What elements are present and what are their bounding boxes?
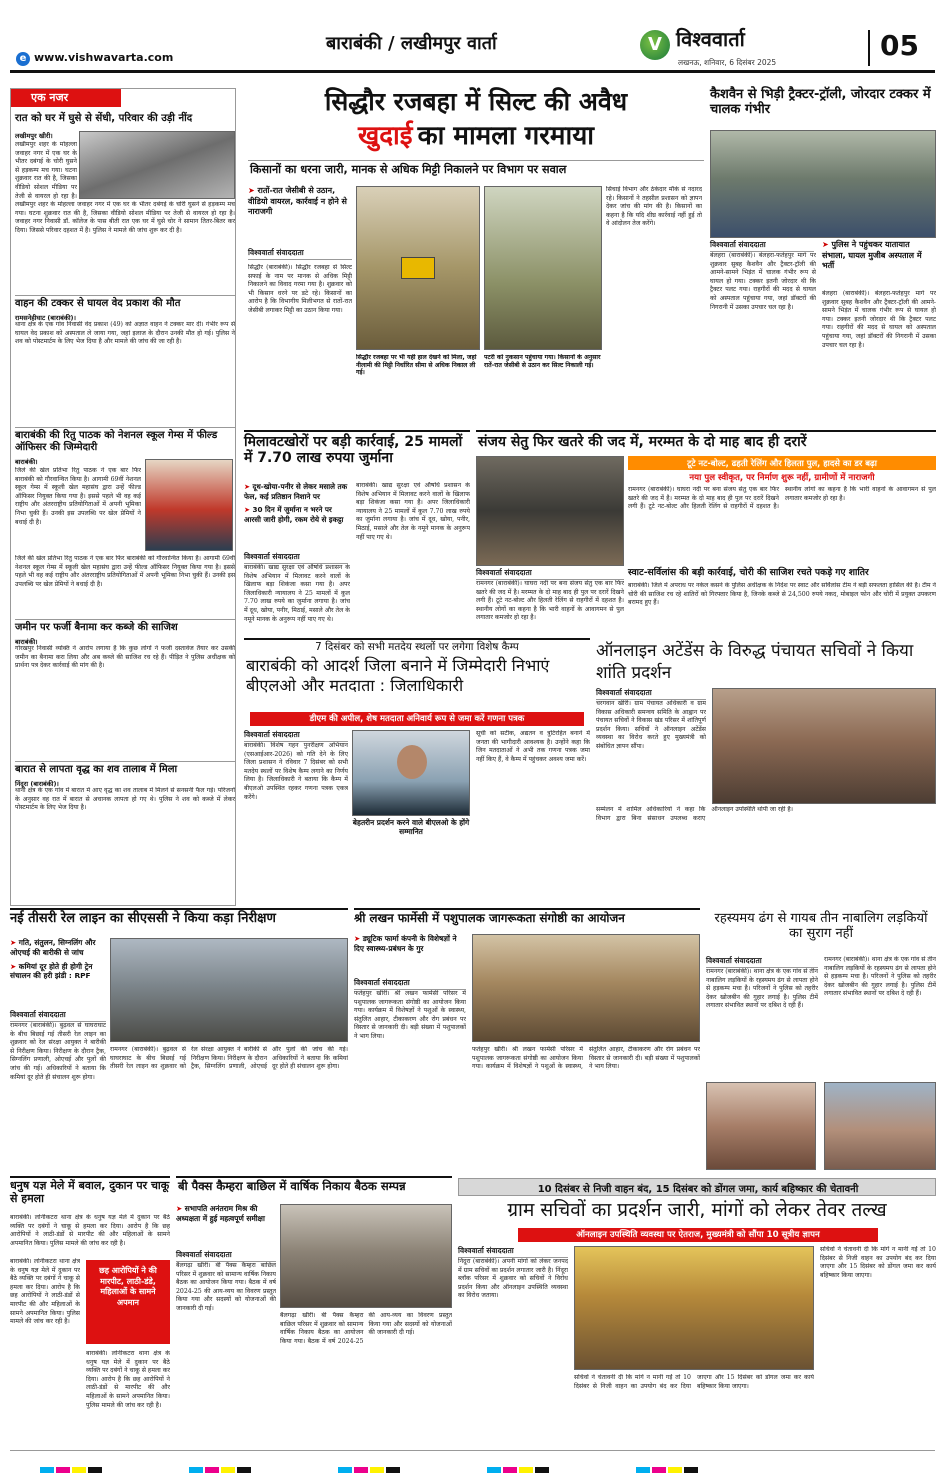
bpacs-photo: [280, 1204, 452, 1308]
girls-title: रहस्यमय ढंग से गायब तीन नाबालिग लड़कियों का सुराग नहीं: [714, 911, 928, 941]
color-registration-bar: [40, 1458, 920, 1466]
camp-body-2: सूची को सटीक, अद्यतन व त्रुटिरहित बनाने में जनता की भागीदारी आवश्यक है। उन्होंने कहा कि जिन मतदाताओं ने अभी तक गणना पत्रक जमा नहीं किए हैं, वे कैम्प में पहुंचकर अवश्य जमा करें।: [476, 730, 590, 763]
lead-title-rest: का मामला गरमाया: [417, 121, 595, 151]
lead-bullet: ➤ रातों-रात जेसीबी से उठान, वीडियो वायरल, कार्रवाई न होने से नाराजगी: [248, 186, 352, 218]
ek-nazar-tag: एक नजर: [11, 89, 121, 107]
gram-photo: [574, 1246, 814, 1370]
tractor-body: बेलहरा (बाराबंकी)। बेलहरा-फतेहपुर मार्ग पर शुक्रवार सुबह कैशवैन और ट्रैक्टर-ट्रॉली की आमने-सामने भिड़ंत में चालक गंभीर रूप से घायल हो गया। टक्कर इतनी जोरदार थी कि ट्रैक्टर पलट गया। राहगीरों की मदद से घायल को अस्पताल पहुंचाया गया, जहां डॉक्टरों की निगरानी में उसका उपचार चल रहा है।: [710, 252, 816, 311]
lead-story: [244, 88, 706, 428]
pashu-body: फतेहपुर खीरी। श्री लखन फार्मेसी परिसर में पशुपालक जागरूकता संगोष्ठी का आयोजन किया गया। कार्यक्रम में विशेषज्ञों ने पशुओं के स्वास्थ्य, संतुलित आहार, टीकाकरण और रोग प्रबंधन पर विस्तार से जानकारी दी। बड़ी संख्या में पशुपालकों ने भाग लिया।: [354, 990, 466, 1040]
camp-byline: विश्ववार्ता संवाददाता: [244, 730, 348, 742]
lead-photo-excavator: [356, 186, 480, 350]
girls-byline: विश्ववार्ता संवाददाता: [706, 956, 818, 968]
pashu-title: श्री लखन फार्मेसी में पशुपालक जागरूकता संगोष्ठी का आयोजन: [354, 911, 625, 925]
rail-top-rule: [10, 908, 348, 910]
nazar-3-body: जिले की खेल प्रतिभा रितु पाठक ने एक बार फिर बाराबंकी को गौरवान्वित किया है। आगामी 69वीं नेशनल स्कूल गेम्स में स्कूली खेल महासंघ द्वारा उन्हें फील्ड ऑफिसर नियुक्त किया गया है। इससे पहले भी वह कई राष्ट्रीय और अंतरराष्ट्रीय प्रतियोगिताओं में अपनी भूमिका निभा चुकी हैं। उनकी इस उपलब्धि पर खेल प्रेमियों ने बधाई दी है।: [15, 467, 141, 526]
lead-byline: [248, 248, 352, 262]
bpacs-top-rule: [176, 1176, 452, 1178]
tractor-photo: [710, 130, 936, 238]
setu-sub2: नया पुल स्वीकृत, पर निर्माण शुरू नहीं, ग्रामीणों में नाराजगी: [689, 473, 875, 483]
lead-bullet-box: [248, 186, 352, 242]
lead-photo-canal: [484, 186, 602, 350]
nazar-1-photo: [79, 131, 235, 199]
nazar-2-title: वाहन की टक्कर से घायल वेद प्रकाश की मौत: [15, 295, 235, 310]
ek-nazar-column: [10, 88, 236, 906]
setu-body-top: रामनगर (बाराबंकी)। घाघरा नदी पर बना संजय सेतु एक बार फिर खतरे की जद में है। मरम्मत के दो माह बाद ही पुल पर दरारें दिखने लगी हैं। टूटे नट-बोल्ट और हिलती रेलिंग से राहगीरों में दहशत है। स्थानीय लोगों का कहना है कि भारी वाहनों के आवागमन से पुल लगातार कमजोर हो रहा है।: [628, 486, 936, 511]
girls-body: रामनगर (बाराबंकी)। थाना क्षेत्र के एक गांव से तीन नाबालिग लड़कियों के रहस्यमय ढंग से लापता होने से हड़कम्प मचा है। परिजनों ने पुलिस को तहरीर देकर खोजबीन की गुहार लगाई है। पुलिस टीमें लगातार संभावित स्थानों पर दबिश दे रही हैं।: [706, 968, 818, 1010]
camp-title: बाराबंकी को आदर्श जिला बनाने में जिम्मेदारी निभाएं बीएलओ और मतदाता : जिलाधिकारी: [246, 656, 550, 696]
pashu-bullet: ➤ ड्यूटिक फार्मा कंपनी के विशेषज्ञों ने दिए स्वास्थ्य-प्रबंधन के गुर: [354, 934, 466, 954]
pashu-body-2: फतेहपुर खीरी। श्री लखन फार्मेसी परिसर में पशुपालक जागरूकता संगोष्ठी का आयोजन किया गया। कार्यक्रम में विशेषज्ञों ने पशुओं के स्वास्थ्य, संतुलित आहार, टीकाकरण और रोग प्रबंधन पर विस्तार से जानकारी दी। बड़ी संख्या में पशुपालकों ने भाग लिया।: [472, 1046, 700, 1071]
camp-caption: बेहतरीन प्रदर्शन करने वाले बीएलओ के होंगे सम्मानित: [352, 818, 470, 836]
masthead-rule: [10, 70, 935, 73]
pashu-byline: विश्ववार्ता संवाददाता: [354, 978, 466, 990]
smart-box: [628, 568, 936, 636]
dhanush-story: [10, 1178, 170, 1446]
girls-story: [706, 910, 936, 1172]
milawat-bullet-2: ➤ 30 दिन में जुर्माना न भरने पर आरसी जारी होगी, रकम रोये से इकट्ठा: [244, 505, 348, 524]
rail-story: [10, 910, 348, 1172]
gram-body-2: सचिवों ने चेतावनी दी कि मांगें न मानी गईं तो 10 दिसंबर से निजी वाहन का उपयोग बंद कर दिया जाएगा और 15 दिसंबर को डोंगल जमा कर कार्य बहिष्कार किया जाएगा।: [574, 1374, 814, 1390]
rail-bullets: [10, 938, 106, 981]
online-title: ऑनलाइन अटेंडेंस के विरुद्ध पंचायत सचिवों ने किया शांति प्रदर्शन: [596, 641, 914, 684]
milawat-bullets: [244, 482, 348, 524]
girls-photo-2: [824, 1082, 936, 1170]
brand-logo-icon: V: [640, 30, 670, 60]
rail-title: नई तीसरी रेल लाइन का सीएससी ने किया कड़ा निरीक्षण: [10, 911, 276, 926]
footer-rule: [10, 1450, 935, 1451]
nazar-5-body: थाना क्षेत्र के एक गांव में बारात में आए वृद्ध का शव तालाब में मिलने से सनसनी फैल गई। परिजनों के अनुसार वह रात में बारात से अचानक लापता हो गए थे। पुलिस ने शव को कब्जे में लेकर पोस्टमार्टम के लिए भेज दिया है।: [15, 787, 235, 812]
lead-subtitle-rule: [248, 160, 704, 161]
nazar-3-dateline: बाराबंकी।: [15, 458, 38, 466]
lead-body: सिद्धौर (बाराबंकी)। सिद्धौर रजबहा से सिल्ट सफाई के नाम पर मानक से अधिक मिट्टी निकालने का विवाद गरमा गया है। शुक्रवार को भी किसान धरने पर डटे रहे। किसानों का आरोप है कि विभागीय मिलीभगत से रातों-रात जेसीबी लगाकर मिट्टी का उठान किया गया।: [248, 264, 352, 314]
tractor-bullet: ➤ पुलिस ने पहुंचकर यातायात संभाला, घायल मुजीब अस्पताल में भर्ती: [822, 240, 936, 272]
excavator-icon: [401, 257, 435, 279]
section-title: बाराबंकी / लखीमपुर वार्ता: [326, 33, 497, 54]
pashu-photo: [472, 934, 700, 1042]
nazar-1-dateline: लखीमपुर खीरी।: [15, 132, 53, 140]
lead-title-line2: [248, 122, 704, 152]
nazar-2-dateline: रामसनेहीघाट (बाराबंकी)।: [15, 314, 76, 322]
dhanush-pull-box: [86, 1260, 170, 1344]
online-body-2: सम्मेलन में शामिल अधिकारियों ने कहा कि विभाग द्वारा बिना संसाधन उपलब्ध कराए ऑनलाइन उपस्थिति थोपी जा रही है।: [596, 806, 793, 822]
setu-body: रामनगर (बाराबंकी)। घाघरा नदी पर बना संजय सेतु एक बार फिर खतरे की जद में है। मरम्मत के दो माह बाद ही पुल पर दरारें दिखने लगी हैं। टूटे नट-बोल्ट और हिलती रेलिंग से राहगीरों में दहशत है। स्थानीय लोगों का कहना है कि भारी वाहनों के आवागमन से पुल लगातार कमजोर हो रहा है।: [476, 580, 624, 622]
rail-byline: विश्ववार्ता संवाददाता: [10, 1010, 106, 1022]
gram-body: निंदूरा (बाराबंकी)। अपनी मांगों को लेकर जनपद में ग्राम सचिवों का प्रदर्शन लगातार जारी है। निंदूरा ब्लॉक परिसर में शुक्रवार को सचिवों ने विरोध प्रदर्शन किया और ऑनलाइन उपस्थिति व्यवस्था का विरोध जताया।: [458, 1258, 568, 1300]
lead-photo-caption-2: पटरी को नुकसान पहुंचाया गया। किसानों के अनुसार रातें-रात जेसीबी से उठान कर सिल्ट निकाली गई।: [484, 354, 601, 369]
tractor-byline: विश्ववार्ता संवाददाता: [710, 240, 814, 252]
setu-title: संजय सेतु फिर खतरे की जद में, मरम्मत के दो माह बाद ही दरारें: [478, 434, 807, 450]
bpacs-body: बैलगढ़ा खीरी। बी पैक्स कैम्हरा बाछिल परिसर में शुक्रवार को सामान्य वार्षिक निकाय बैठक का आयोजन किया गया। बैठक में वर्ष 2024-25 की आय-व्यय का विवरण प्रस्तुत किया गया और सदस्यों को योजनाओं की जानकारी दी गई।: [176, 1262, 276, 1312]
pashu-story: [354, 910, 700, 1172]
lead-body-2: सिंचाई विभाग और ठेकेदार मौके से नदारद रहे। किसानों ने तहसील प्रशासन को ज्ञापन देकर जांच की मांग की है। किसानों का कहना है कि यदि शीघ्र कार्रवाई नहीं हुई तो वे आंदोलन तेज करेंगे।: [606, 186, 702, 228]
rail-bullet-2: ➤ कमियां दूर होते ही होगी ट्रेन संचालन की हरी झंडी : RPF: [10, 962, 106, 982]
dm-avatar: [397, 745, 427, 779]
nazar-4-title: जमीन पर फर्जी बैनामा कर कब्जे की साजिश: [15, 619, 235, 634]
page-divider: [868, 30, 870, 66]
brand-name: विश्ववार्ता: [676, 27, 745, 51]
lead-title-line1: सिद्धौर रजबहा में सिल्ट की अवैध: [324, 87, 628, 116]
gram-kicker: 10 दिसंबर से निजी वाहन बंद, 15 दिसंबर को डोंगल जमा, कार्य बहिष्कार की चेतावनी: [537, 1184, 859, 1195]
lead-photo-caption-1: सिद्धौर रजबहा पर भी यही हाल देखने को मिला, जहां नीलामी की मिट्टी निर्धारित सीमा से अधिक निकाल ली गई।: [356, 354, 477, 377]
camp-top-rule: [244, 638, 590, 640]
bpacs-body-2: बैलगढ़ा खीरी। बी पैक्स कैम्हरा बाछिल परिसर में शुक्रवार को सामान्य वार्षिक निकाय बैठक का आयोजन किया गया। बैठक में वर्ष 2024-25 की आय-व्यय का विवरण प्रस्तुत किया गया और सदस्यों को योजनाओं की जानकारी दी गई।: [280, 1312, 452, 1345]
nazar-1-body-2: लखीमपुर शहर के मोहल्ला जवाहर नगर में एक घर के भीतर दबंगई के चोरी घुसने से हड़कम्प मच गया। घटना शुक्रवार रात की है, जिसका वीडियो सोशल मीडिया पर तेजी से वायरल हो रहा है। जवाहर नगर निवासी डॉ. कॉलेज के पास बीती रात एक घर में घुसे चोर ने सामान तितर-बितर कर दिया। जिससे परिवार दहशत में है। पुलिस ने मामले की जांच शुरू कर दी है।: [15, 201, 235, 234]
pashu-top-rule: [354, 908, 700, 910]
bpacs-byline: विश्ववार्ता संवाददाता: [176, 1250, 276, 1262]
setu-band: टूटे नट-बोल्ट, ढहती रेलिंग और हिलता पुल, हादसे का डर बढ़ा: [628, 456, 936, 470]
online-byline: विश्ववार्ता संवाददाता: [596, 688, 706, 700]
nazar-3-body-2: जिले की खेल प्रतिभा रितु पाठक ने एक बार फिर बाराबंकी को गौरवान्वित किया है। आगामी 69वीं नेशनल स्कूल गेम्स में स्कूली खेल महासंघ द्वारा उन्हें फील्ड ऑफिसर नियुक्त किया गया है। इससे पहले भी वह कई राष्ट्रीय और अंतरराष्ट्रीय प्रतियोगिताओं में अपनी भूमिका निभा चुकी हैं। उनकी इस उपलब्धि पर खेल प्रेमियों ने बधाई दी है।: [15, 555, 235, 588]
milawat-body: बाराबंकी। खाद्य सुरक्षा एवं औषधि प्रशासन के विशेष अभियान में मिलावट करने वालों के खिलाफ बड़ा शिकंजा कसा गया है। अपर जिलाधिकारी न्यायालय ने 25 मामलों में कुल 7.70 लाख रुपये का जुर्माना लगाया है। जांच में दूध, खोया, पनीर, मिठाई, मसाले और तेल के नमूने मानक के अनुरूप नहीं पाए गए थे।: [244, 564, 350, 623]
gram-kicker-box: [458, 1178, 936, 1196]
girls-body-2: रामनगर (बाराबंकी)। थाना क्षेत्र के एक गांव से तीन नाबालिग लड़कियों के रहस्यमय ढंग से लापता होने से हड़कम्प मचा है। परिजनों ने पुलिस को तहरीर देकर खोजबीन की गुहार लगाई है। पुलिस टीमें लगातार संभावित स्थानों पर दबिश दे रही हैं।: [824, 956, 936, 998]
site-url: www.vishwavarta.com: [34, 51, 174, 64]
gram-body-3: सचिवों ने चेतावनी दी कि मांगें न मानी गईं तो 10 दिसंबर से निजी वाहन का उपयोग बंद कर दिया जाएगा और 15 दिसंबर को डोंगल जमा कर कार्य बहिष्कार किया जाएगा।: [820, 1246, 936, 1279]
camp-body: बाराबंकी। विशेष गहन पुनरीक्षण अभियान (एसआईआर-2026) को गति देने के लिए जिला प्रशासन ने रविवार 7 दिसंबर को सभी मतदेय स्थलों पर विशेष कैम्प लगाने का निर्णय लिया है। जिलाधिकारी ने बताया कि कैम्प में बीएलओ उपस्थित रहकर गणना पत्रक एकत्र करेंगे।: [244, 742, 348, 801]
online-photo: [712, 688, 936, 804]
nazar-5-title: बारात से लापता वृद्ध का शव तालाब में मिला: [15, 761, 235, 776]
page-number: 05: [880, 29, 919, 62]
dhanush-body-3: बाराबंकी। लोनीकटरा थाना क्षेत्र के धनुष यज्ञ मेले में दुकान पर बैठे व्यक्ति पर दबंगों ने चाकू से हमला कर दिया। आरोप है कि छह आरोपियों ने लाठी-डंडों से मारपीट की और महिलाओं के सामने अपमानित किया। पुलिस मामले की जांच कर रही है।: [86, 1350, 170, 1409]
dhanush-title: धनुष यज्ञ मेले में बवाल, दुकान पर चाकू से हमला: [10, 1179, 170, 1205]
setu-story: [476, 434, 936, 636]
rail-body-2: रामनगर (बाराबंकी)। बुढ़वल से घाघराघाट के बीच बिछाई गई तीसरी रेल लाइन का शुक्रवार को रेल संरक्षा आयुक्त ने बारीकी से निरीक्षण किया। निरीक्षण के दौरान ट्रैक, सिग्नलिंग प्रणाली, ओएचई और पुलों की जांच की गई। अधिकारियों ने बताया कि कमियां दूर होते ही संचालन शुरू होगा।: [110, 1046, 348, 1071]
gram-band: ऑनलाइन उपस्थिति व्यवस्था पर ऐतराज, मुख्यमंत्री को सौंपा 10 सूत्रीय ज्ञापन: [518, 1228, 878, 1242]
dhanush-pull: छह आरोपियों ने की मारपीट, लाठी-डंडे, महिलाओं के सामने अपमान: [99, 1266, 157, 1307]
nazar-4-body: गोरखपुर निवासी व्यक्ति ने आरोप लगाया है कि कुछ लोगों ने फर्जी दस्तावेज तैयार कर उसकी जमीन का बैनामा करा लिया और अब कब्जे की साजिश रच रहे हैं। पीड़ित ने पुलिस अधीक्षक को प्रार्थना पत्र देकर कार्रवाई की मांग की है।: [15, 645, 235, 670]
rail-body: रामनगर (बाराबंकी)। बुढ़वल से घाघराघाट के बीच बिछाई गई तीसरी रेल लाइन का शुक्रवार को रेल संरक्षा आयुक्त ने बारीकी से निरीक्षण किया। निरीक्षण के दौरान ट्रैक, सिग्नलिंग प्रणाली, ओएचई और पुलों की जांच की गई। अधिकारियों ने बताया कि कमियां दूर होते ही संचालन शुरू होगा।: [10, 1022, 106, 1081]
milawat-top-rule: [244, 430, 470, 432]
setu-photo: [476, 456, 624, 566]
tractor-title: कैशवैन से भिड़ी ट्रैक्टर-ट्रॉली, जोरदार टक्कर में चालक गंभीर: [710, 87, 931, 117]
masthead: [0, 0, 945, 72]
camp-kicker: 7 दिसंबर को सभी मतदेय स्थलों पर लगेगा विशेष कैम्प: [315, 641, 519, 653]
gram-title: ग्राम सचिवों का प्रदर्शन जारी, मांगों को लेकर तेवर तल्ख: [507, 1199, 887, 1221]
girls-photo-1: [706, 1082, 816, 1170]
smart-body: बाराबंकी। जिले में अपराध पर नकेल कसने के पुलिस अधीक्षक के निर्देश पर स्वाट और सर्विलांस टीम ने बड़ी सफलता हासिल की है। टीम ने चोरी की साजिश रच रहे शातिरों को गिरफ्तार किया है, जिनके कब्जे से 24,500 रुपये नकद, मोबाइल फोन और चोरी में प्रयुक्त उपकरण बरामद हुए हैं।: [628, 582, 936, 607]
tractor-bullet-box: [822, 240, 936, 272]
lead-byline-text: विश्ववार्ता संवाददाता: [248, 248, 352, 260]
nazar-3-title: बाराबंकी की रितु पाठक को नेशनल स्कूल गेम्स में फील्ड ऑफिसर की जिम्मेदारी: [15, 427, 235, 453]
dhanush-body: बाराबंकी। लोनीकटरा थाना क्षेत्र के धनुष यज्ञ मेले में दुकान पर बैठे व्यक्ति पर दबंगों ने चाकू से हमला कर दिया। आरोप है कि छह आरोपियों ने लाठी-डंडों से मारपीट की और महिलाओं के सामने अपमानित किया। पुलिस मामले की जांच कर रही है।: [10, 1214, 170, 1247]
bpacs-story: [176, 1178, 452, 1446]
gram-story: [458, 1178, 936, 1446]
pashu-bullet-box: [354, 934, 466, 954]
bpacs-title: बी पैक्स कैम्हरा बाछिल में वार्षिक निकाय बैठक सम्पन्न: [178, 1179, 406, 1193]
setu-byline: विश्ववार्ता संवाददाता: [476, 568, 624, 580]
nazar-1-title: रात को घर में घुसे से सेंधी, परिवार की उड़ी नींद: [15, 113, 193, 124]
lead-title-highlight: खुदाई: [357, 121, 413, 151]
rail-bullet-1: ➤ गति, संतुलन, सिग्नलिंग और ओएचई की बारीकी से जांच: [10, 938, 106, 958]
milawat-byline: विश्ववार्ता संवाददाता: [244, 552, 348, 564]
online-story: [596, 640, 936, 862]
camp-photo-dm: [352, 730, 470, 816]
bpacs-bullet-box: [176, 1204, 276, 1224]
nazar-1-body: लखीमपुर शहर के मोहल्ला जवाहर नगर में एक घर के भीतर दबंगई के चोरी घुसने से हड़कम्प मच गया। घटना शुक्रवार रात की है, जिसका वीडियो सोशल मीडिया पर तेजी से वायरल हो रहा है।: [15, 141, 77, 199]
camp-band: डीएम की अपील, शेष मतदाता अनिवार्य रूप से जमा करें गणना पत्रक: [250, 712, 584, 726]
milawat-story: [244, 434, 470, 636]
nazar-2-body: थाना क्षेत्र के एक गांव निवासी वेद प्रकाश (49) को अज्ञात वाहन ने टक्कर मार दी। गंभीर रूप से घायल वेद प्रकाश को अस्पताल ले जाया गया, जहां इलाज के दौरान उनकी मौत हो गई। पुलिस ने शव को पोस्टमार्टम के लिए भेज दिया है और मामले की जांच की जा रही है।: [15, 321, 235, 346]
nazar-4-dateline: बाराबंकी।: [15, 638, 38, 646]
setu-top-rule: [476, 430, 936, 432]
rail-photo: [110, 938, 348, 1042]
lead-subtitle: किसानों का धरना जारी, मानक से अधिक मिट्टी निकालने पर विभाग पर सवाल: [250, 163, 567, 176]
smart-title: स्वाट-सर्विलांस की बड़ी कार्रवाई, चोरी की साजिश रचते पकड़े गए शातिर: [628, 567, 869, 578]
dhanush-body-2: बाराबंकी। लोनीकटरा थाना क्षेत्र के धनुष यज्ञ मेले में दुकान पर बैठे व्यक्ति पर दबंगों ने चाकू से हमला कर दिया। आरोप है कि छह आरोपियों ने लाठी-डंडों से मारपीट की और महिलाओं के सामने अपमानित किया। पुलिस मामले की जांच कर रही है।: [10, 1258, 80, 1326]
dhanush-top-rule: [10, 1176, 170, 1178]
milawat-bullet-1: ➤ दूध-खोया-पनीर से लेकर मसाले तक फेल, कई प्रतिष्ठान निशाने पर: [244, 482, 348, 501]
nazar-5-dateline: निंदूरा (बाराबंकी)।: [15, 780, 59, 788]
online-body: चरगवान खीरी। ग्राम पंचायत अधिकारी व ग्राम विकास अधिकारी समन्वय समिति के आह्वान पर पंचायत सचिवों ने विकास खंड परिसर में शांतिपूर्ण प्रदर्शन किया। सचिवों ने ऑनलाइन अटेंडेंस व्यवस्था का विरोध करते हुए मुख्यमंत्री को संबोधित ज्ञापन सौंपा।: [596, 700, 706, 750]
tractor-story: [710, 88, 936, 428]
nazar-3-photo: [145, 459, 233, 551]
tractor-body-2: बेलहरा (बाराबंकी)। बेलहरा-फतेहपुर मार्ग पर शुक्रवार सुबह कैशवैन और ट्रैक्टर-ट्रॉली की आमने-सामने भिड़ंत में चालक गंभीर रूप से घायल हो गया। टक्कर इतनी जोरदार थी कि ट्रैक्टर पलट गया। राहगीरों की मदद से घायल को अस्पताल पहुंचाया गया, जहां डॉक्टरों की निगरानी में उसका उपचार चल रहा है।: [822, 290, 936, 349]
milawat-title: मिलावटखोरों पर बड़ी कार्रवाई, 25 मामलों में 7.70 लाख रुपया जुर्माना: [244, 434, 463, 467]
bpacs-bullet: ➤ सभापति अनंतराम मिश्र की अध्यक्षता में हुई महत्वपूर्ण समीक्षा: [176, 1204, 276, 1224]
gram-byline: विश्ववार्ता संवाददाता: [458, 1246, 568, 1258]
dateline: लखनऊ, शनिवार, 6 दिसंबर 2025: [678, 58, 777, 67]
milawat-body-2: बाराबंकी। खाद्य सुरक्षा एवं औषधि प्रशासन के विशेष अभियान में मिलावट करने वालों के खिलाफ बड़ा शिकंजा कसा गया है। अपर जिलाधिकारी न्यायालय ने 25 मामलों में कुल 7.70 लाख रुपये का जुर्माना लगाया है। जांच में दूध, खोया, पनीर, मिठाई, मसाले और तेल के नमूने मानक के अनुरूप नहीं पाए गए थे।: [356, 482, 470, 541]
web-logo-icon: e: [16, 52, 30, 66]
camp-story: [244, 640, 590, 862]
